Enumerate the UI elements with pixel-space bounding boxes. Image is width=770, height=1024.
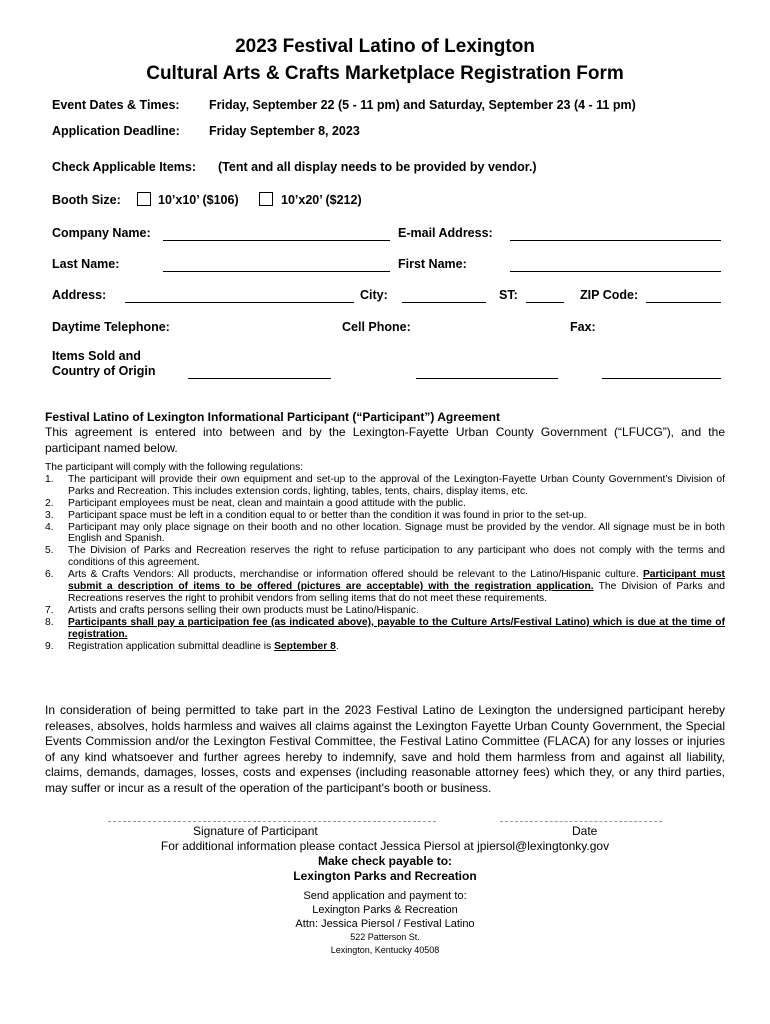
booth-10x10-label: 10’x10’ ($106) xyxy=(158,193,239,207)
payable-to-label: Make check payable to: xyxy=(317,854,453,868)
daytime-phone-label: Daytime Telephone: xyxy=(52,320,170,334)
company-name-field[interactable] xyxy=(163,240,390,241)
booth-10x10-checkbox[interactable] xyxy=(137,192,151,206)
mail-line-1: Send application and payment to: xyxy=(303,890,467,902)
booth-10x20-label: 10’x20’ ($212) xyxy=(281,193,362,207)
agreement-intro: This agreement is entered into between and by the Lexington-Fayette Urban County Government (“LFUCG”), and the participant named below. xyxy=(45,425,725,455)
country-origin-label: Country of Origin xyxy=(52,364,156,378)
deadline-value: Friday September 8, 2023 xyxy=(209,124,360,138)
items-field-2[interactable] xyxy=(416,378,558,379)
form-title-line1: 2023 Festival Latino of Lexington xyxy=(235,36,535,57)
deadline-label: Application Deadline: xyxy=(52,124,180,138)
city-label: City: xyxy=(360,288,388,302)
zip-field[interactable] xyxy=(646,302,721,303)
email-field[interactable] xyxy=(510,240,721,241)
booth-10x20-checkbox[interactable] xyxy=(259,192,273,206)
regulations-list xyxy=(45,462,725,653)
address-field[interactable] xyxy=(125,302,354,303)
first-name-field[interactable] xyxy=(510,271,721,272)
regulations-intro: The participant will comply with the following regulations: xyxy=(45,462,304,473)
check-items-note: (Tent and all display needs to be provided by vendor.) xyxy=(218,160,537,174)
mail-line-4: 522 Patterson St. xyxy=(350,932,420,942)
items-field-3[interactable] xyxy=(602,378,721,379)
company-name-label: Company Name: xyxy=(52,226,151,240)
payable-to-name: Lexington Parks and Recreation xyxy=(293,869,477,883)
cell-phone-label: Cell Phone: xyxy=(342,320,411,334)
address-label: Address: xyxy=(52,288,107,302)
items-field-1[interactable] xyxy=(188,378,331,379)
rule-9: 9. Registration application submittal deadline is September 8. xyxy=(45,640,339,652)
rule-8: 8. Participants shall pay a participation fee (as indicated above), payable to the Culture Arts/Festival Latino) which is due at the time of registration. xyxy=(45,616,725,640)
rule-7: 7. Artists and crafts persons selling their own products must be Latino/Hispanic. xyxy=(45,604,419,616)
last-name-label: Last Name: xyxy=(52,257,120,271)
state-field[interactable] xyxy=(526,302,564,303)
rule-6: 6. Arts & Crafts Vendors: All products, merchandise or information offered should be relevant to the Latino/Hispanic culture. Participant must submit a description of items to be offered (pictures are acceptable) with the registration application. The Division of Parks and Recreations reserves the right to prohibit vendors from selling items that do not meet these requirements. xyxy=(45,569,725,604)
mail-line-5: Lexington, Kentucky 40508 xyxy=(330,945,440,955)
signature-field[interactable] xyxy=(108,821,436,822)
zip-label: ZIP Code: xyxy=(580,288,639,302)
mail-line-3: Attn: Jessica Piersol / Festival Latino xyxy=(295,918,475,930)
booth-size-label: Booth Size: xyxy=(52,193,121,207)
event-dates-value: Friday, September 22 (5 - 11 pm) and Saturday, September 23 (4 - 11 pm) xyxy=(209,98,636,112)
date-field[interactable] xyxy=(500,821,662,822)
rule-4: 4. Participant may only place signage on their booth and no other location. Signage must be provided by the vendor. All signage must be in both English and Spanish. xyxy=(45,521,725,545)
check-items-label: Check Applicable Items: xyxy=(52,160,197,174)
last-name-field[interactable] xyxy=(163,271,390,272)
fax-label: Fax: xyxy=(570,320,596,334)
state-label: ST: xyxy=(499,288,518,302)
form-title-line2: Cultural Arts & Crafts Marketplace Registration Form xyxy=(146,63,624,84)
rule-3: 3. Participant space must be left in a condition equal to or better than the condition it was found in prior to the set-up. xyxy=(45,509,587,521)
agreement-heading: Festival Latino of Lexington Informational Participant (“Participant”) Agreement xyxy=(45,410,500,424)
mail-line-2: Lexington Parks & Recreation xyxy=(312,904,458,916)
signature-label: Signature of Participant xyxy=(193,824,318,838)
city-field[interactable] xyxy=(402,302,486,303)
rule-1: 1. The participant will provide their own equipment and set-up to the approval of the Lexington-Fayette Urban County Government’s Division of Parks and Recreation. This includes extension cords, lighting, tables, tents, chairs, display items, etc. xyxy=(45,473,725,497)
contact-info: For additional information please contact Jessica Piersol at jpiersol@lexingtonky.gov xyxy=(160,839,610,853)
first-name-label: First Name: xyxy=(398,257,467,271)
rule-5: 5. The Division of Parks and Recreation reserves the right to refuse participation to any participant who does not comply with the terms and conditions of this agreement. xyxy=(45,545,725,569)
rule-2: 2. Participant employees must be neat, clean and maintain a good attitude with the public. xyxy=(45,497,466,509)
date-label: Date xyxy=(572,824,598,838)
event-dates-label: Event Dates & Times: xyxy=(52,98,180,112)
release-paragraph: In consideration of being permitted to take part in the 2023 Festival Latino de Lexington the undersigned participant hereby releases, absolves, holds harmless and waives all claims against the Lexington Fayette Urban County Government, the Special Events Commission and/or the Lexington Festival Committee, the Festival Latino Committee (FLACA) for any losses or injuries of any kind whatsoever and further agrees hereby to indemnify, save and hold them harmless from and against all liability, claims, demands, damages, losses, costs and expenses (including reasonable attorney fees) which they, or any third parties, may suffer or incur as a result of the operation of the participant's booth or business. xyxy=(45,703,725,795)
email-label: E-mail Address: xyxy=(398,226,493,240)
items-sold-label: Items Sold and xyxy=(52,349,141,363)
